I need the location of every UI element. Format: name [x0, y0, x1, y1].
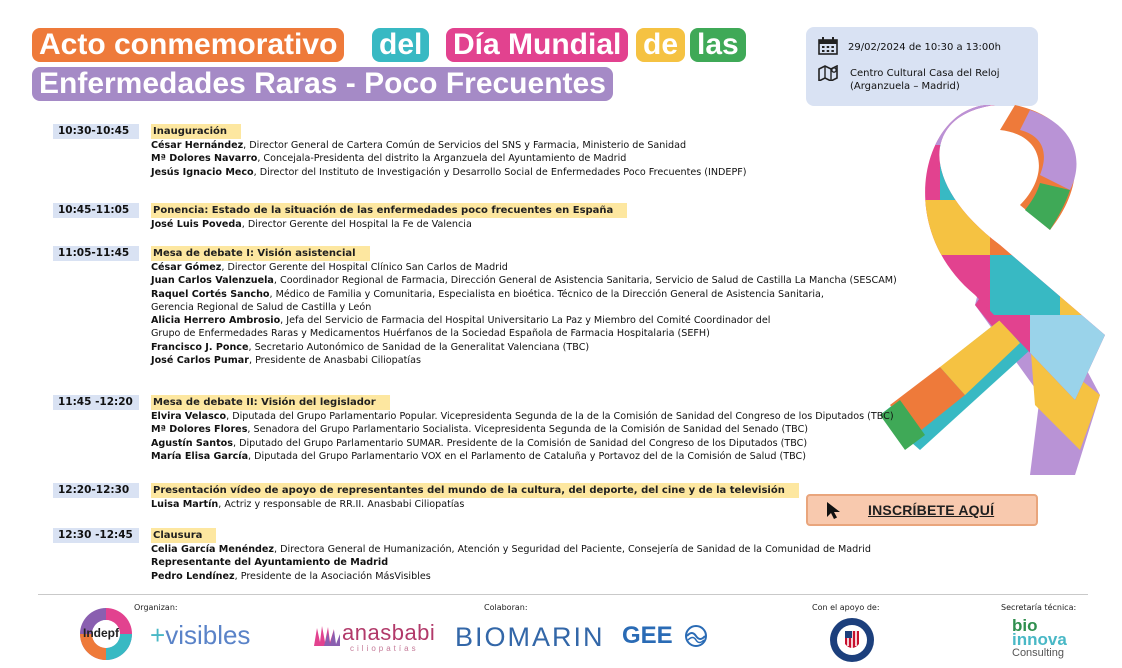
slot-body [151, 203, 1031, 231]
indepf-text: Indepf [83, 626, 119, 640]
gee-wave-icon [684, 624, 708, 648]
slot-time: 12:20-12:30 [53, 483, 139, 498]
speaker-line: Jesús Ignacio Meco, Director del Instituto de Investigación y Desarrollo Social de Enfermedades Poco Frecuentes (INDEPF) [151, 166, 747, 178]
session-title: Mesa de debate II: Visión del legislador [151, 395, 390, 410]
crest-icon [829, 616, 875, 664]
session-title: Presentación vídeo de apoyo de representantes del mundo de la cultura, del deporte, del cine y de la televisión [151, 483, 799, 498]
biomarin-text: BIOMARIN [455, 622, 605, 652]
register-button[interactable] [806, 494, 1038, 526]
speaker-line: Juan Carlos Valenzuela, Coordinador Regional de Farmacia, Dirección General de Asistencia Sanitaria, Servicio de Salud de Castilla La Mancha (SESCAM) [151, 275, 897, 287]
consulting-text: Consulting [1012, 647, 1064, 659]
cursor-arrow-icon [824, 500, 844, 520]
speaker-line: Representante del Ayuntamiento de Madrid [151, 557, 389, 569]
bio-text: bio [1012, 616, 1038, 635]
event-info-box [806, 27, 1038, 106]
speaker-line: Gerencia Regional de Salud de Castilla y León [151, 301, 372, 313]
speaker-line: Elvira Velasco, Diputada del Grupo Parlamentario Popular. Vicepresidenta Segunda de la de la Comisión de Sanidad del Congreso de los Diputados (TBC) [151, 411, 894, 422]
hands-icon [312, 624, 342, 648]
event-date: 29/02/2024 de 10:30 a 13:00h [848, 42, 1001, 53]
slot-body [151, 124, 1031, 179]
slot-body [151, 395, 1031, 463]
organizan-label: Organizan: [134, 603, 178, 612]
colaboran-label: Colaboran: [484, 603, 528, 612]
innova-text: innova [1012, 630, 1067, 649]
venue-text [850, 67, 1000, 93]
speaker-line: José Luis Poveda, Director Gerente del Hospital la Fe de Valencia [151, 219, 472, 230]
speaker-line: Mª Dolores Navarro, Concejala-Presidenta del distrito la Arganzuela del Ayuntamiento de Madrid [151, 153, 627, 165]
footer-divider [38, 594, 1088, 595]
slot-time: 10:45-11:05 [53, 203, 139, 218]
speaker-line: Raquel Cortés Sancho, Médico de Familia y Comunitaria, Especialista en bioética. Técnico de la Dirección General de Asistencia Sanitaria, [151, 288, 824, 300]
title-chip-6: Enfermedades Raras - Poco Frecuentes [32, 67, 613, 101]
slot-body [151, 528, 1031, 583]
venue-row [818, 65, 1000, 93]
title-chip-5: las [690, 28, 746, 62]
apoyo-label: Con el apoyo de: [812, 603, 880, 612]
biomarin-logo [455, 622, 605, 653]
gee-text: GEE [622, 622, 673, 649]
visibles-text: visibles [165, 620, 251, 650]
title-chip-4: de [636, 28, 685, 62]
slot-time: 11:05-11:45 [53, 246, 139, 261]
secretaria-label: Secretaría técnica: [1001, 603, 1077, 612]
speaker-line: Grupo de Enfermedades Raras y Medicamentos Huérfanos de la Sociedad Española de Farmacia Hospitalaria (SEFH) [151, 328, 710, 340]
speaker-line: Celia García Menéndez, Directora General de Humanización, Atención y Seguridad del Paciente, Consejería de Sanidad de la Comunidad de Madrid [151, 544, 871, 555]
speaker-line: Agustín Santos, Diputado del Grupo Parlamentario SUMAR. Presidente de la Comisión de Sanidad del Congreso de los Diputados (TBC) [151, 437, 808, 449]
speaker-line: César Hernández, Director General de Cartera Común de Servicios del SNS y Farmacia, Ministerio de Sanidad [151, 140, 687, 151]
title-chip-1: Acto conmemorativo [32, 28, 344, 62]
speaker-line: Francisco J. Ponce, Secretario Autonómico de Sanidad de la Generalitat Valenciana (TBC) [151, 341, 590, 353]
slot-time: 12:30 -12:45 [53, 528, 139, 543]
fundacion-atletico-logo [829, 616, 875, 668]
speaker-line: María Elisa García, Diputada del Grupo Parlamentario VOX en el Parlamento de Cataluña y Portavoz del de la Comisión de Salud (TBC) [151, 450, 806, 462]
speaker-line: Luisa Martín, Actriz y responsable de RR.II. Anasbabi Ciliopatías [151, 499, 465, 510]
slot-time: 10:30-10:45 [53, 124, 139, 139]
title-chip-2: del [372, 28, 429, 62]
session-title: Mesa de debate I: Visión asistencial [151, 246, 370, 261]
speaker-line: José Carlos Pumar, Presidente de Anasbabi Ciliopatías [151, 355, 421, 367]
speaker-line: Mª Dolores Flores, Senadora del Grupo Parlamentario Socialista. Vicepresidenta Segunda de la Comisión de Sanidad del Senado (TBC) [151, 424, 809, 436]
map-icon [818, 65, 840, 81]
gee-logo [622, 622, 673, 650]
slot-time: 11:45 -12:20 [53, 395, 139, 410]
visibles-logo [150, 620, 250, 651]
session-title: Clausura [151, 528, 216, 543]
register-label: INSCRÍBETE AQUÍ [868, 502, 995, 518]
speaker-line: Pedro Lendínez, Presidente de la Asociación MásVisibles [151, 570, 431, 582]
bioinnova-logo [1012, 616, 1072, 659]
session-title: Inauguración [151, 124, 241, 139]
visibles-plus: + [150, 620, 166, 650]
anasbabi-text: anasbabi [342, 620, 436, 645]
indepf-logo [76, 604, 136, 664]
date-row [818, 37, 1001, 55]
title-chip-3: Día Mundial [446, 28, 628, 62]
venue-line2: (Arganzuela – Madrid) [850, 81, 960, 92]
calendar-icon [818, 37, 838, 55]
speaker-line: César Gómez, Director Gerente del Hospital Clínico San Carlos de Madrid [151, 262, 508, 273]
anasbabi-sub: ciliopatías [350, 644, 419, 653]
speaker-line: Alicia Herrero Ambrosio, Jefa del Servicio de Farmacia del Hospital Universitario La Paz y Miembro del Comité Coordinador del [151, 315, 771, 327]
session-title: Ponencia: Estado de la situación de las enfermedades poco frecuentes en España [151, 203, 627, 218]
venue-line1: Centro Cultural Casa del Reloj [850, 68, 1000, 79]
slot-body [151, 246, 1031, 367]
